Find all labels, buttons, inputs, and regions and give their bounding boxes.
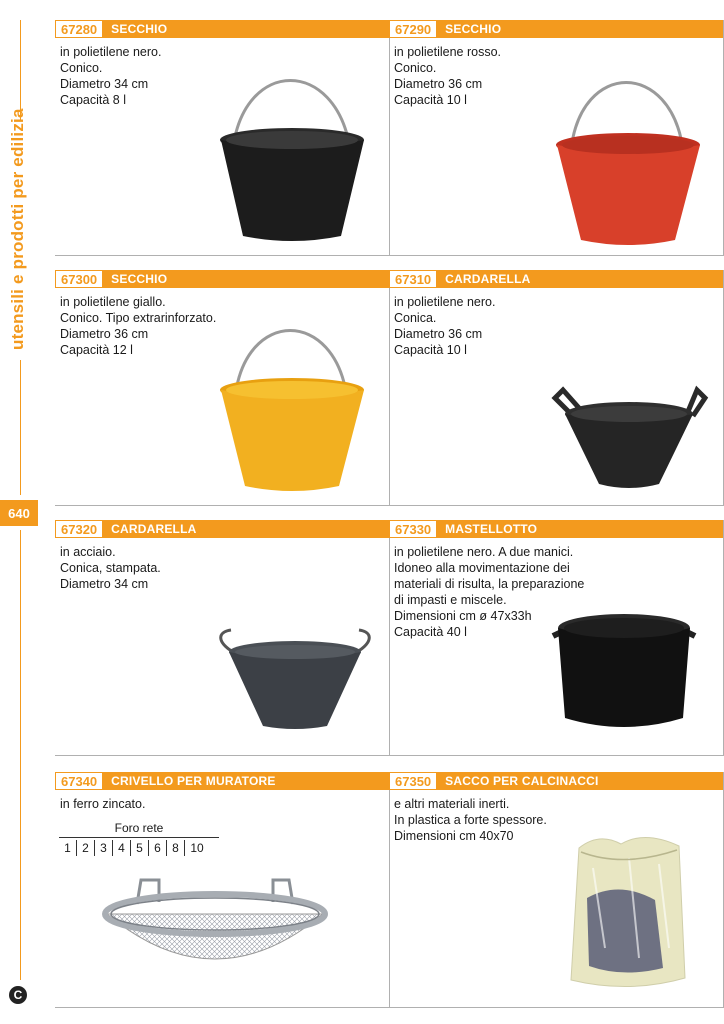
product-description: in polietilene giallo. Conico. Tipo extrarinforzato. Diametro 36 cm Capacità 12 l bbox=[60, 295, 217, 357]
product-card bbox=[55, 270, 390, 506]
product-card bbox=[55, 772, 390, 1008]
product-card bbox=[389, 20, 724, 256]
mesh-size: 2 bbox=[77, 840, 95, 856]
product-code: 67310 bbox=[389, 270, 437, 288]
sidebar-title: utensili e prodotti per edilizia bbox=[8, 108, 27, 350]
product-code: 67330 bbox=[389, 520, 437, 538]
product-code: 67350 bbox=[389, 772, 437, 790]
product-card bbox=[389, 270, 724, 506]
black-cardarella-image bbox=[549, 384, 709, 494]
mesh-size: 4 bbox=[113, 840, 131, 856]
yellow-bucket-image bbox=[215, 318, 370, 498]
product-title: SECCHIO bbox=[445, 22, 502, 36]
sidebar-line-top bbox=[20, 20, 21, 120]
product-code: 67340 bbox=[55, 772, 103, 790]
mesh-size: 6 bbox=[149, 840, 167, 856]
card-header bbox=[389, 270, 723, 288]
product-description: e altri materiali inerti. In plastica a forte spessore. Dimensioni cm 40x70 bbox=[394, 797, 547, 843]
mesh-size: 5 bbox=[131, 840, 149, 856]
card-header bbox=[55, 20, 389, 38]
mesh-size: 10 bbox=[190, 841, 204, 855]
product-title: CARDARELLA bbox=[445, 272, 531, 286]
brand-logo: C bbox=[9, 986, 27, 1004]
product-title: SECCHIO bbox=[111, 272, 168, 286]
sidebar bbox=[0, 0, 40, 1024]
mesh-size: 8 bbox=[167, 840, 185, 856]
product-card bbox=[55, 20, 390, 256]
product-code: 67320 bbox=[55, 520, 103, 538]
product-title: MASTELLOTTO bbox=[445, 522, 538, 536]
card-header bbox=[55, 520, 389, 538]
product-description: in polietilene rosso. Conico. Diametro 36 cm Capacità 10 l bbox=[394, 45, 502, 107]
sidebar-line-middle bbox=[20, 360, 21, 495]
mesh-size-table bbox=[59, 821, 219, 856]
mesh-size-row bbox=[59, 837, 219, 856]
black-bucket-image bbox=[215, 68, 370, 248]
product-card bbox=[55, 520, 390, 756]
product-description: in polietilene nero. Conica. Diametro 36 cm Capacità 10 l bbox=[394, 295, 496, 357]
mesh-label: Foro rete bbox=[114, 821, 164, 835]
product-description: in ferro zincato. bbox=[60, 797, 146, 811]
sidebar-line-bottom bbox=[20, 530, 21, 980]
product-title: CARDARELLA bbox=[111, 522, 197, 536]
mesh-size: 3 bbox=[95, 840, 113, 856]
card-header bbox=[389, 772, 723, 790]
product-description: in polietilene nero. Conico. Diametro 34 cm Capacità 8 l bbox=[60, 45, 162, 107]
card-header bbox=[55, 270, 389, 288]
steel-cardarella-image bbox=[215, 626, 375, 736]
product-card bbox=[389, 520, 724, 756]
product-description: in polietilene nero. A due manici. Idoneo alla movimentazione dei materiali di risulta, la preparazione di impasti e miscele. Dimensioni cm ø 47x33h Capacità 40 l bbox=[394, 545, 585, 639]
product-card bbox=[389, 772, 724, 1008]
product-code: 67280 bbox=[55, 20, 103, 38]
product-code: 67300 bbox=[55, 270, 103, 288]
product-title: CRIVELLO PER MURATORE bbox=[111, 774, 276, 788]
card-header bbox=[55, 772, 389, 790]
red-bucket-image bbox=[551, 70, 706, 250]
product-code: 67290 bbox=[389, 20, 437, 38]
sieve-image bbox=[97, 874, 333, 992]
page-number: 640 bbox=[0, 500, 38, 526]
mesh-size: 1 bbox=[59, 840, 77, 856]
product-title: SACCO PER CALCINACCI bbox=[445, 774, 599, 788]
card-header bbox=[389, 520, 723, 538]
product-title: SECCHIO bbox=[111, 22, 168, 36]
card-header bbox=[389, 20, 723, 38]
rubble-bag-image bbox=[559, 828, 689, 996]
black-tub-image bbox=[549, 606, 699, 734]
product-description: in acciaio. Conica, stampata. Diametro 34 cm bbox=[60, 545, 161, 591]
